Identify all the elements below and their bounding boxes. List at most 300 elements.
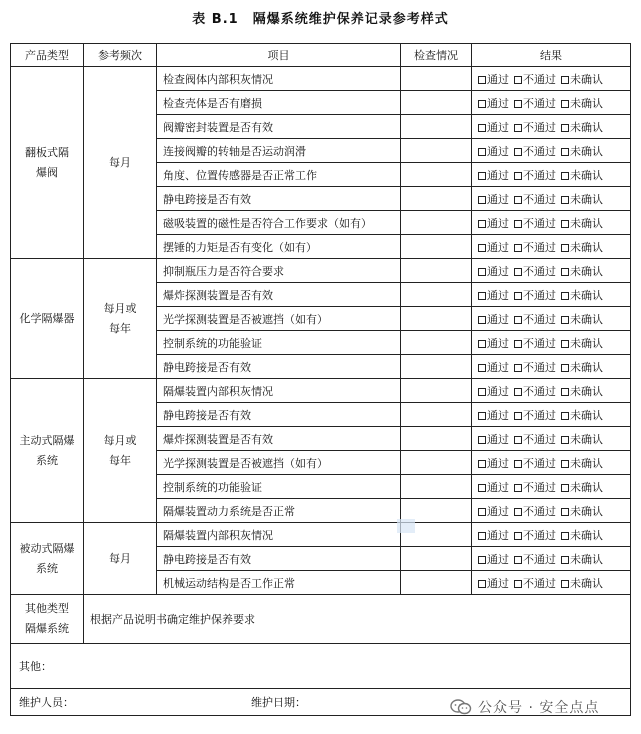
frequency-cell <box>84 67 157 259</box>
item-cell: 光学探测装置是否被遮挡（如有） <box>157 307 401 331</box>
result-option[interactable] <box>561 577 603 590</box>
result-option-label: 未确认 <box>570 240 603 254</box>
maintainer-label[interactable]: 维护人员： <box>19 696 74 709</box>
table-body <box>11 67 631 716</box>
result-option-label: 通过 <box>487 216 509 230</box>
checkbox-icon[interactable] <box>478 412 486 420</box>
result-option[interactable] <box>561 73 603 86</box>
check-cell[interactable] <box>401 235 472 259</box>
item-cell: 检查阀体内部积灰情况 <box>157 67 401 91</box>
checkbox-icon[interactable] <box>478 484 486 492</box>
result-option-label: 未确认 <box>570 144 603 158</box>
result-option[interactable] <box>478 73 509 86</box>
table-row <box>11 379 631 403</box>
result-option[interactable] <box>514 217 556 230</box>
item-cell: 静电跨接是否有效 <box>157 403 401 427</box>
checkbox-icon[interactable] <box>561 556 569 564</box>
result-cell <box>472 211 631 235</box>
result-option-label: 未确认 <box>570 336 603 350</box>
result-option[interactable] <box>478 409 509 422</box>
checkbox-icon[interactable] <box>478 172 486 180</box>
table-title: 表 B.1 隔爆系统维护保养记录参考样式 <box>192 12 449 27</box>
check-cell[interactable] <box>401 307 472 331</box>
header-result: 结果 <box>472 44 631 67</box>
result-cell <box>472 355 631 379</box>
result-cell <box>472 307 631 331</box>
result-option[interactable] <box>478 193 509 206</box>
result-cell <box>472 475 631 499</box>
result-option[interactable] <box>514 361 556 374</box>
result-option-label: 通过 <box>487 192 509 206</box>
frequency-text: 每年 <box>109 321 131 335</box>
result-option-label: 未确认 <box>570 432 603 446</box>
wechat-icon <box>450 699 472 715</box>
result-option[interactable] <box>514 97 556 110</box>
result-option-label: 不通过 <box>523 528 556 542</box>
result-option-label: 不通过 <box>523 144 556 158</box>
checkbox-icon[interactable] <box>561 76 569 84</box>
checkbox-icon[interactable] <box>514 100 522 108</box>
result-option-label: 未确认 <box>570 120 603 134</box>
result-option[interactable] <box>478 553 509 566</box>
result-option[interactable] <box>561 313 603 326</box>
check-cell[interactable] <box>401 139 472 163</box>
result-option[interactable] <box>561 529 603 542</box>
checkbox-icon[interactable] <box>514 412 522 420</box>
item-cell: 静电跨接是否有效 <box>157 187 401 211</box>
checkbox-icon[interactable] <box>478 124 486 132</box>
checkbox-icon[interactable] <box>561 268 569 276</box>
checkbox-icon[interactable] <box>478 100 486 108</box>
checkbox-icon[interactable] <box>561 124 569 132</box>
result-option-label: 通过 <box>487 168 509 182</box>
checkbox-icon[interactable] <box>561 148 569 156</box>
result-option[interactable] <box>514 193 556 206</box>
checkbox-icon[interactable] <box>514 76 522 84</box>
check-cell[interactable] <box>401 379 472 403</box>
frequency-text: 每月 <box>109 155 131 169</box>
checkbox-icon[interactable] <box>478 340 486 348</box>
item-cell: 隔爆装置内部积灰情况 <box>157 523 401 547</box>
result-cell <box>472 67 631 91</box>
check-cell[interactable] <box>401 403 472 427</box>
result-option-label: 通过 <box>487 408 509 422</box>
result-option[interactable] <box>514 481 556 494</box>
check-cell[interactable] <box>401 331 472 355</box>
result-option-label: 不通过 <box>523 120 556 134</box>
result-option-label: 不通过 <box>523 480 556 494</box>
checkbox-icon[interactable] <box>478 244 486 252</box>
other-notes-row <box>11 644 631 689</box>
product-type-cell <box>11 259 84 379</box>
product-type-text: 系统 <box>36 453 58 467</box>
item-cell: 检查壳体是否有磨损 <box>157 91 401 115</box>
checkbox-icon[interactable] <box>561 364 569 372</box>
result-option[interactable] <box>478 361 509 374</box>
result-option-label: 通过 <box>487 432 509 446</box>
item-cell: 隔爆装置内部积灰情况 <box>157 379 401 403</box>
checkbox-icon[interactable] <box>514 460 522 468</box>
result-option-label: 不通过 <box>523 432 556 446</box>
product-type-text: 被动式隔爆 <box>19 541 75 555</box>
checkbox-icon[interactable] <box>514 220 522 228</box>
checkbox-icon[interactable] <box>561 412 569 420</box>
check-cell[interactable] <box>401 91 472 115</box>
result-option[interactable] <box>478 121 509 134</box>
result-cell <box>472 499 631 523</box>
checkbox-icon[interactable] <box>514 244 522 252</box>
result-option[interactable] <box>561 97 603 110</box>
item-cell: 爆炸探测装置是否有效 <box>157 427 401 451</box>
product-type-cell <box>11 523 84 595</box>
result-option[interactable] <box>514 409 556 422</box>
header-row <box>11 44 631 67</box>
item-cell: 机械运动结构是否工作正常 <box>157 571 401 595</box>
result-cell <box>472 91 631 115</box>
result-option-label: 不通过 <box>523 504 556 518</box>
result-option-label: 不通过 <box>523 216 556 230</box>
item-cell: 摆锤的力矩是否有变化（如有） <box>157 235 401 259</box>
result-option[interactable] <box>478 217 509 230</box>
item-cell: 连接阀瓣的转轴是否运动润滑 <box>157 139 401 163</box>
header-type: 产品类型 <box>11 44 84 67</box>
checkbox-icon[interactable] <box>514 580 522 588</box>
result-option-label: 通过 <box>487 288 509 302</box>
result-option-label: 通过 <box>487 312 509 326</box>
checkbox-icon[interactable] <box>561 580 569 588</box>
result-option[interactable] <box>478 265 509 278</box>
checkbox-icon[interactable] <box>561 220 569 228</box>
result-option[interactable] <box>514 553 556 566</box>
product-type-text: 爆阀 <box>36 165 58 179</box>
result-option-label: 未确认 <box>570 528 603 542</box>
result-option[interactable] <box>478 169 509 182</box>
result-option[interactable] <box>514 457 556 470</box>
checkbox-icon[interactable] <box>561 484 569 492</box>
checkbox-icon[interactable] <box>514 340 522 348</box>
result-option[interactable] <box>561 553 603 566</box>
checkbox-icon[interactable] <box>514 148 522 156</box>
result-cell <box>472 331 631 355</box>
checkbox-icon[interactable] <box>561 508 569 516</box>
result-option[interactable] <box>514 577 556 590</box>
checkbox-icon[interactable] <box>478 364 486 372</box>
result-option-label: 通过 <box>487 360 509 374</box>
frequency-cell <box>84 523 157 595</box>
other-type-cell <box>11 595 84 644</box>
result-option[interactable] <box>561 169 603 182</box>
item-cell: 隔爆装置动力系统是否正常 <box>157 499 401 523</box>
result-option-label: 不通过 <box>523 192 556 206</box>
frequency-text: 每年 <box>109 453 131 467</box>
table-row <box>11 259 631 283</box>
item-cell: 静电跨接是否有效 <box>157 355 401 379</box>
item-cell: 角度、位置传感器是否正常工作 <box>157 163 401 187</box>
result-option-label: 不通过 <box>523 552 556 566</box>
check-cell[interactable] <box>401 115 472 139</box>
result-option-label: 未确认 <box>570 264 603 278</box>
checkbox-icon[interactable] <box>561 244 569 252</box>
date-label[interactable]: 维护日期： <box>251 696 306 709</box>
result-option-label: 不通过 <box>523 288 556 302</box>
check-cell[interactable] <box>401 547 472 571</box>
faint-stamp-mark <box>397 519 415 533</box>
item-cell: 阀瓣密封装置是否有效 <box>157 115 401 139</box>
result-cell <box>472 115 631 139</box>
check-cell[interactable] <box>401 259 472 283</box>
item-cell: 爆炸探测装置是否有效 <box>157 283 401 307</box>
result-option[interactable] <box>514 241 556 254</box>
result-option-label: 未确认 <box>570 216 603 230</box>
header-item: 项目 <box>157 44 401 67</box>
result-option-label: 不通过 <box>523 240 556 254</box>
result-option[interactable] <box>561 289 603 302</box>
result-cell <box>472 139 631 163</box>
checkbox-icon[interactable] <box>478 508 486 516</box>
checkbox-icon[interactable] <box>478 436 486 444</box>
result-option[interactable] <box>478 385 509 398</box>
item-cell: 静电跨接是否有效 <box>157 547 401 571</box>
checkbox-icon[interactable] <box>478 76 486 84</box>
result-option-label: 通过 <box>487 528 509 542</box>
checkbox-icon[interactable] <box>514 172 522 180</box>
result-option[interactable] <box>561 385 603 398</box>
result-option-label: 通过 <box>487 480 509 494</box>
frequency-text: 每月或 <box>103 301 137 315</box>
item-cell: 抑制瓶压力是否符合要求 <box>157 259 401 283</box>
checkbox-icon[interactable] <box>478 316 486 324</box>
result-option[interactable] <box>478 433 509 446</box>
result-option[interactable] <box>561 121 603 134</box>
result-option-label: 通过 <box>487 576 509 590</box>
result-option-label: 不通过 <box>523 384 556 398</box>
checkbox-icon[interactable] <box>478 268 486 276</box>
checkbox-icon[interactable] <box>561 172 569 180</box>
result-option[interactable] <box>561 337 603 350</box>
check-cell[interactable] <box>401 163 472 187</box>
checkbox-icon[interactable] <box>514 292 522 300</box>
checkbox-icon[interactable] <box>514 268 522 276</box>
result-cell <box>472 451 631 475</box>
result-option-label: 未确认 <box>570 72 603 86</box>
result-option-label: 未确认 <box>570 384 603 398</box>
result-option-label: 不通过 <box>523 312 556 326</box>
result-option[interactable] <box>478 145 509 158</box>
item-cell: 控制系统的功能验证 <box>157 475 401 499</box>
result-option[interactable] <box>514 337 556 350</box>
result-option[interactable] <box>478 313 509 326</box>
result-option-label: 通过 <box>487 504 509 518</box>
product-type-text: 化学隔爆器 <box>19 311 75 325</box>
checkbox-icon[interactable] <box>561 388 569 396</box>
result-option[interactable] <box>478 529 509 542</box>
result-option-label: 未确认 <box>570 288 603 302</box>
frequency-text: 每月或 <box>103 433 137 447</box>
checkbox-icon[interactable] <box>478 220 486 228</box>
result-option-label: 不通过 <box>523 96 556 110</box>
result-option[interactable] <box>478 289 509 302</box>
result-option-label: 通过 <box>487 456 509 470</box>
check-cell[interactable] <box>401 451 472 475</box>
checkbox-icon[interactable] <box>561 292 569 300</box>
checkbox-icon[interactable] <box>561 100 569 108</box>
product-type-text: 系统 <box>36 561 58 575</box>
item-cell: 控制系统的功能验证 <box>157 331 401 355</box>
result-option[interactable] <box>561 217 603 230</box>
watermark-text: 公众号 · 安全点点 <box>478 700 600 716</box>
checkbox-icon[interactable] <box>561 196 569 204</box>
table-row <box>11 523 631 547</box>
result-option[interactable] <box>514 121 556 134</box>
result-option-label: 未确认 <box>570 408 603 422</box>
result-option-label: 不通过 <box>523 168 556 182</box>
checkbox-icon[interactable] <box>561 460 569 468</box>
checkbox-icon[interactable] <box>478 196 486 204</box>
result-option[interactable] <box>514 385 556 398</box>
result-cell <box>472 163 631 187</box>
product-type-cell <box>11 379 84 523</box>
checkbox-icon[interactable] <box>561 316 569 324</box>
checkbox-icon[interactable] <box>514 532 522 540</box>
product-type-text: 主动式隔爆 <box>19 433 75 447</box>
result-option[interactable] <box>561 145 603 158</box>
checkbox-icon[interactable] <box>514 388 522 396</box>
result-option[interactable] <box>514 529 556 542</box>
result-option[interactable] <box>478 241 509 254</box>
checkbox-icon[interactable] <box>514 316 522 324</box>
frequency-cell <box>84 259 157 379</box>
checkbox-icon[interactable] <box>478 580 486 588</box>
checkbox-icon[interactable] <box>514 484 522 492</box>
checkbox-icon[interactable] <box>478 532 486 540</box>
other-notes-field[interactable]: 其他： <box>11 644 631 689</box>
other-type-text: 隔爆系统 <box>25 622 69 635</box>
result-cell <box>472 547 631 571</box>
result-option[interactable] <box>561 505 603 518</box>
frequency-cell <box>84 379 157 523</box>
checkbox-icon[interactable] <box>478 556 486 564</box>
result-option-label: 未确认 <box>570 168 603 182</box>
result-cell <box>472 187 631 211</box>
result-option-label: 未确认 <box>570 480 603 494</box>
checkbox-icon[interactable] <box>514 508 522 516</box>
result-option-label: 不通过 <box>523 72 556 86</box>
checkbox-icon[interactable] <box>478 388 486 396</box>
result-cell <box>472 427 631 451</box>
result-option-label: 通过 <box>487 264 509 278</box>
check-cell[interactable] <box>401 355 472 379</box>
checkbox-icon[interactable] <box>514 196 522 204</box>
result-option[interactable] <box>478 97 509 110</box>
result-option-label: 通过 <box>487 144 509 158</box>
result-option[interactable] <box>514 313 556 326</box>
check-cell[interactable] <box>401 67 472 91</box>
result-cell <box>472 259 631 283</box>
result-option-label: 未确认 <box>570 552 603 566</box>
result-option[interactable] <box>561 433 603 446</box>
check-cell[interactable] <box>401 187 472 211</box>
result-option[interactable] <box>561 481 603 494</box>
header-frequency: 参考频次 <box>84 44 157 67</box>
checkbox-icon[interactable] <box>561 436 569 444</box>
result-cell <box>472 379 631 403</box>
result-option[interactable] <box>478 481 509 494</box>
result-option[interactable] <box>561 409 603 422</box>
checkbox-icon[interactable] <box>561 532 569 540</box>
checkbox-icon[interactable] <box>514 364 522 372</box>
checkbox-icon[interactable] <box>478 148 486 156</box>
item-cell: 磁吸装置的磁性是否符合工作要求（如有） <box>157 211 401 235</box>
result-option-label: 未确认 <box>570 576 603 590</box>
result-cell <box>472 571 631 595</box>
result-option[interactable] <box>514 265 556 278</box>
result-option-label: 不通过 <box>523 408 556 422</box>
result-option-label: 通过 <box>487 240 509 254</box>
other-type-row <box>11 595 631 644</box>
result-option-label: 未确认 <box>570 504 603 518</box>
result-option[interactable] <box>514 73 556 86</box>
check-cell[interactable] <box>401 427 472 451</box>
check-cell[interactable] <box>401 283 472 307</box>
result-option-label: 不通过 <box>523 360 556 374</box>
maintenance-record-table <box>10 43 631 716</box>
result-option-label: 通过 <box>487 96 509 110</box>
checkbox-icon[interactable] <box>478 292 486 300</box>
check-cell[interactable] <box>401 211 472 235</box>
product-type-cell <box>11 67 84 259</box>
result-option-label: 通过 <box>487 72 509 86</box>
result-option[interactable] <box>478 457 509 470</box>
checkbox-icon[interactable] <box>514 124 522 132</box>
result-option[interactable] <box>514 505 556 518</box>
result-option[interactable] <box>478 505 509 518</box>
result-cell <box>472 523 631 547</box>
result-option[interactable] <box>561 241 603 254</box>
frequency-text: 每月 <box>109 551 131 565</box>
result-option[interactable] <box>561 361 603 374</box>
result-option[interactable] <box>514 145 556 158</box>
result-option-label: 未确认 <box>570 456 603 470</box>
result-option-label: 不通过 <box>523 456 556 470</box>
result-option[interactable] <box>514 433 556 446</box>
item-cell: 光学探测装置是否被遮挡（如有） <box>157 451 401 475</box>
result-option[interactable] <box>478 337 509 350</box>
checkbox-icon[interactable] <box>514 556 522 564</box>
result-option-label: 通过 <box>487 120 509 134</box>
result-option-label: 未确认 <box>570 360 603 374</box>
result-cell <box>472 403 631 427</box>
checkbox-icon[interactable] <box>514 436 522 444</box>
result-option[interactable] <box>514 169 556 182</box>
check-cell[interactable] <box>401 571 472 595</box>
result-option[interactable] <box>561 265 603 278</box>
result-option-label: 未确认 <box>570 312 603 326</box>
result-option[interactable] <box>561 193 603 206</box>
result-option-label: 不通过 <box>523 576 556 590</box>
result-option[interactable] <box>514 289 556 302</box>
result-option[interactable] <box>478 577 509 590</box>
result-option-label: 不通过 <box>523 336 556 350</box>
result-cell <box>472 235 631 259</box>
checkbox-icon[interactable] <box>478 460 486 468</box>
result-cell <box>472 283 631 307</box>
checkbox-icon[interactable] <box>561 340 569 348</box>
result-option[interactable] <box>561 457 603 470</box>
result-option-label: 未确认 <box>570 192 603 206</box>
header-check: 检查情况 <box>401 44 472 67</box>
check-cell[interactable] <box>401 475 472 499</box>
product-type-text: 翻板式隔 <box>25 145 69 159</box>
